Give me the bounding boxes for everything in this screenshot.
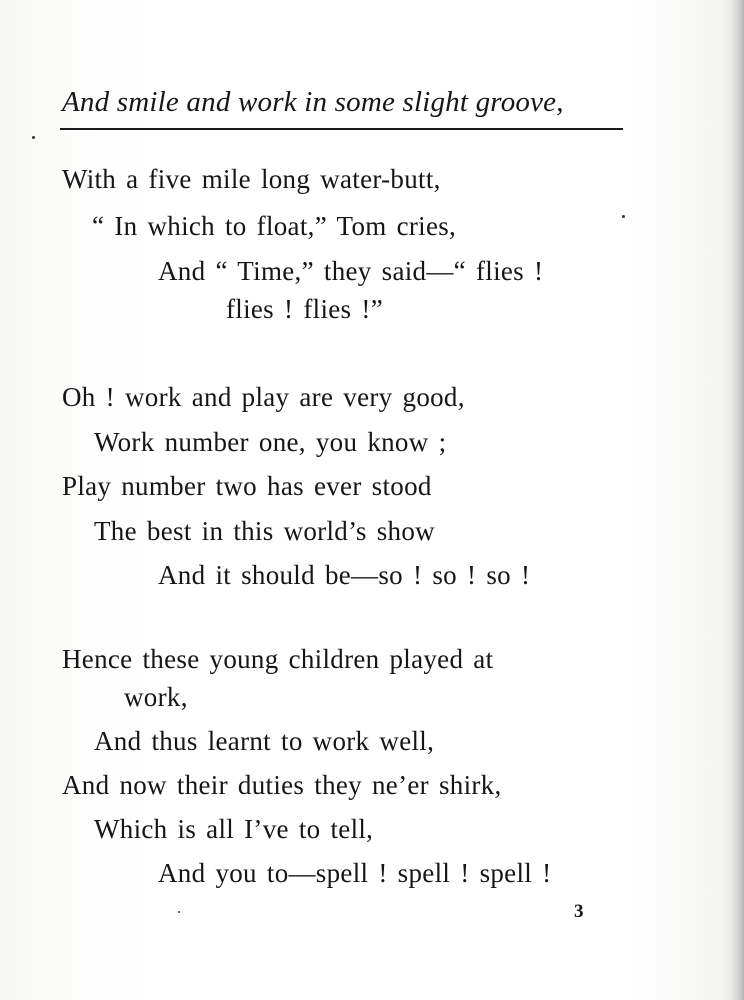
- poem-line: “ In which to float,” Tom cries,: [92, 211, 457, 241]
- poem-line: The best in this world’s show: [94, 516, 435, 546]
- header-rule: [60, 128, 623, 130]
- poem-line: And “ Time,” they said—“ flies !: [158, 256, 544, 286]
- poem-line: With a five mile long water-butt,: [62, 164, 441, 194]
- poem-line: And it should be—so ! so ! so !: [158, 560, 531, 590]
- poem-line: Work number one, you know ;: [94, 427, 447, 457]
- poem-line: Which is all I’ve to tell,: [94, 814, 374, 844]
- poem-line: And you to—spell ! spell ! spell !: [158, 858, 552, 888]
- running-header: And smile and work in some slight groove,: [62, 86, 564, 118]
- poem-line: And now their duties they ne’er shirk,: [62, 770, 502, 800]
- poem-line: Oh ! work and play are very good,: [62, 382, 465, 412]
- poem-line: flies ! flies !”: [226, 294, 383, 324]
- print-speck: [32, 136, 35, 139]
- poem-line: Hence these young children played at: [62, 644, 494, 674]
- poem-line: Play number two has ever stood: [62, 471, 432, 501]
- page-number: 3: [574, 901, 584, 922]
- poem-line: And thus learnt to work well,: [94, 726, 435, 756]
- print-speck: [178, 911, 180, 913]
- page-edge-shadow: [730, 0, 744, 1000]
- poem-line: work,: [124, 682, 188, 712]
- print-speck: [622, 215, 625, 218]
